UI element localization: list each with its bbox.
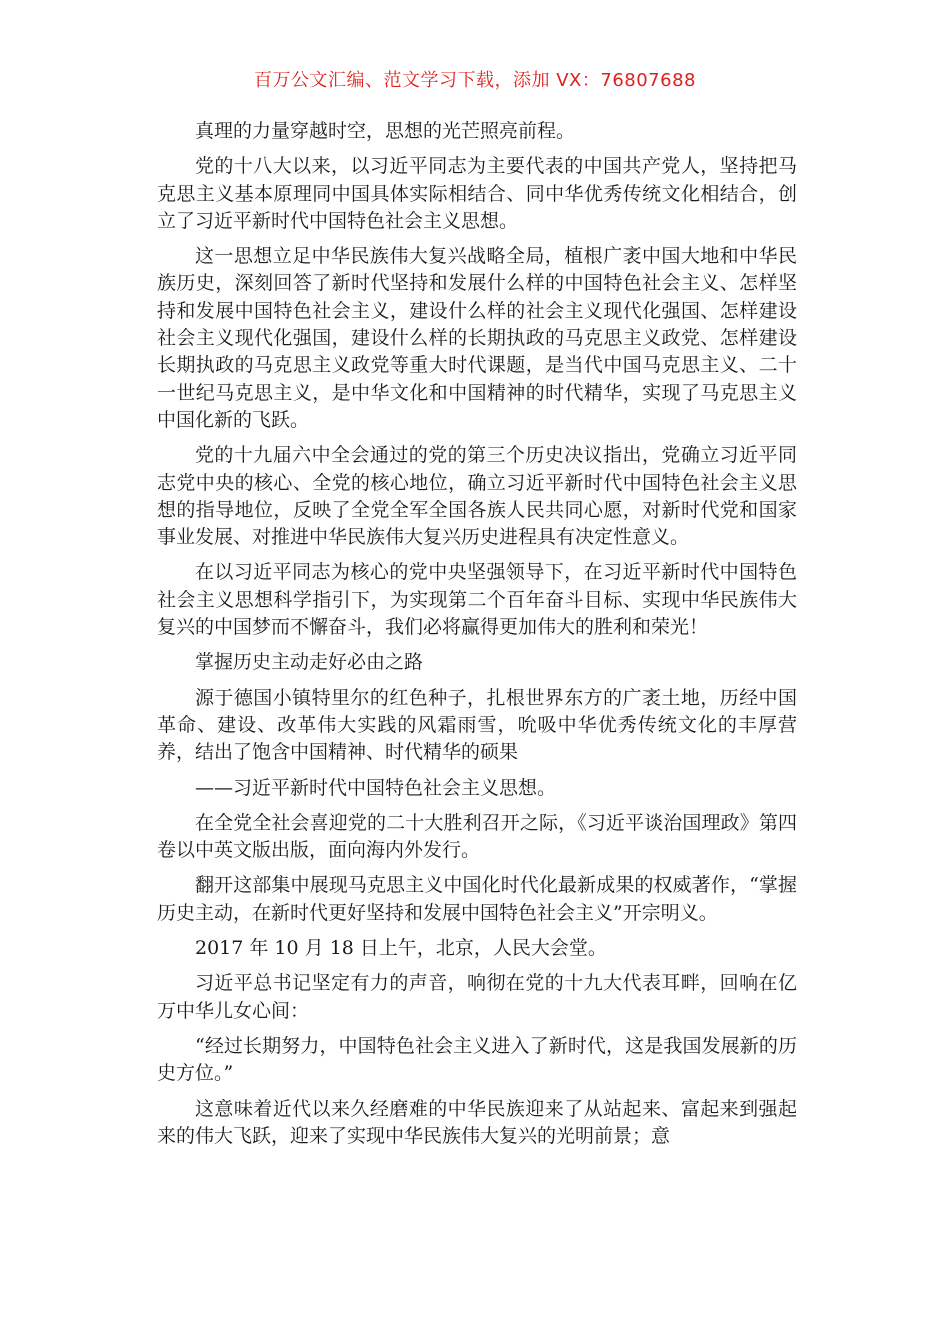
- paragraph-3: 这一思想立足中华民族伟大复兴战略全局，植根广袤中国大地和中华民族历史，深刻回答了新时代坚持和发展什么样的中国特色社会主义、怎样坚持和发展中国特色社会主义，建设什么样的社会主义现代化强国、怎样建设社会主义现代化强国，建设什么样的长期执政的马克思主义政党、怎样建设长期执政的马克思主义政党等重大时代课题，是当代中国马克思主义、二十一世纪马克思主义，是中华文化和中国精神的时代精华，实现了马克思主义中国化新的飞跃。: [157, 245, 797, 431]
- quote-paragraph: “经过长期努力，中国特色社会主义进入了新时代，这是我国发展新的历史方位。”: [157, 1034, 797, 1085]
- paragraph-4: 党的十九届六中全会通过的党的第三个历史决议指出，党确立习近平同志党中央的核心、全党的核心地位，确立习近平新时代中国特色社会主义思想的指导地位，反映了全党全军全国各族人民共同心愿，对新时代党和国家事业发展、对推进中华民族伟大复兴历史进程具有决定性意义。: [157, 444, 797, 549]
- paragraph-9: 在全党全社会喜迎党的二十大胜利召开之际，《习近平谈治国理政》第四卷以中英文版出版，面向海内外发行。: [157, 811, 797, 862]
- date-line: 2017 年 10 月 18 日上午，北京，人民大会堂。: [195, 937, 607, 960]
- paragraph-2: 党的十八大以来，以习近平同志为主要代表的中国共产党人，坚持把马克思主义基本原理同中国具体实际相结合、同中华优秀传统文化相结合，创立了习近平新时代中国特色社会主义思想。: [157, 155, 797, 232]
- document-body: [157, 118, 797, 1158]
- paragraph-12: 习近平总书记坚定有力的声音，响彻在党的十九大代表耳畔，回响在亿万中华儿女心间：: [157, 972, 797, 1022]
- paragraph-10: 翻开这部集中展现马克思主义中国化时代化最新成果的权威著作，“掌握历史主动，在新时代更好坚持和发展中国特色社会主义”开宗明义。: [157, 874, 797, 924]
- watermark-header: 百万公文汇编、范文学习下载，添加 VX：76807688: [254, 70, 696, 91]
- paragraph-14: 这意味着近代以来久经磨难的中华民族迎来了从站起来、富起来到强起来的伟大飞跃，迎来了实现中华民族伟大复兴的光明前景；意: [157, 1097, 797, 1147]
- paragraph-1: 真理的力量穿越时空，思想的光芒照亮前程。: [195, 120, 576, 142]
- section-heading: 掌握历史主动走好必由之路: [195, 651, 424, 674]
- paragraph-8: ——习近平新时代中国特色社会主义思想。: [195, 776, 557, 799]
- paragraph-5: 在以习近平同志为核心的党中央坚强领导下，在习近平新时代中国特色社会主义思想科学指引下，为实现第二个百年奋斗目标、实现中华民族伟大复兴的中国梦而不懈奋斗，我们必将赢得更加伟大的胜利和荣光！: [157, 561, 797, 639]
- paragraph-7: 源于德国小镇特里尔的红色种子，扎根世界东方的广袤土地，历经中国革命、建设、改革伟大实践的风霜雨雪，吮吸中华优秀传统文化的丰厚营养，结出了饱含中国精神、时代精华的硕果: [157, 686, 797, 764]
